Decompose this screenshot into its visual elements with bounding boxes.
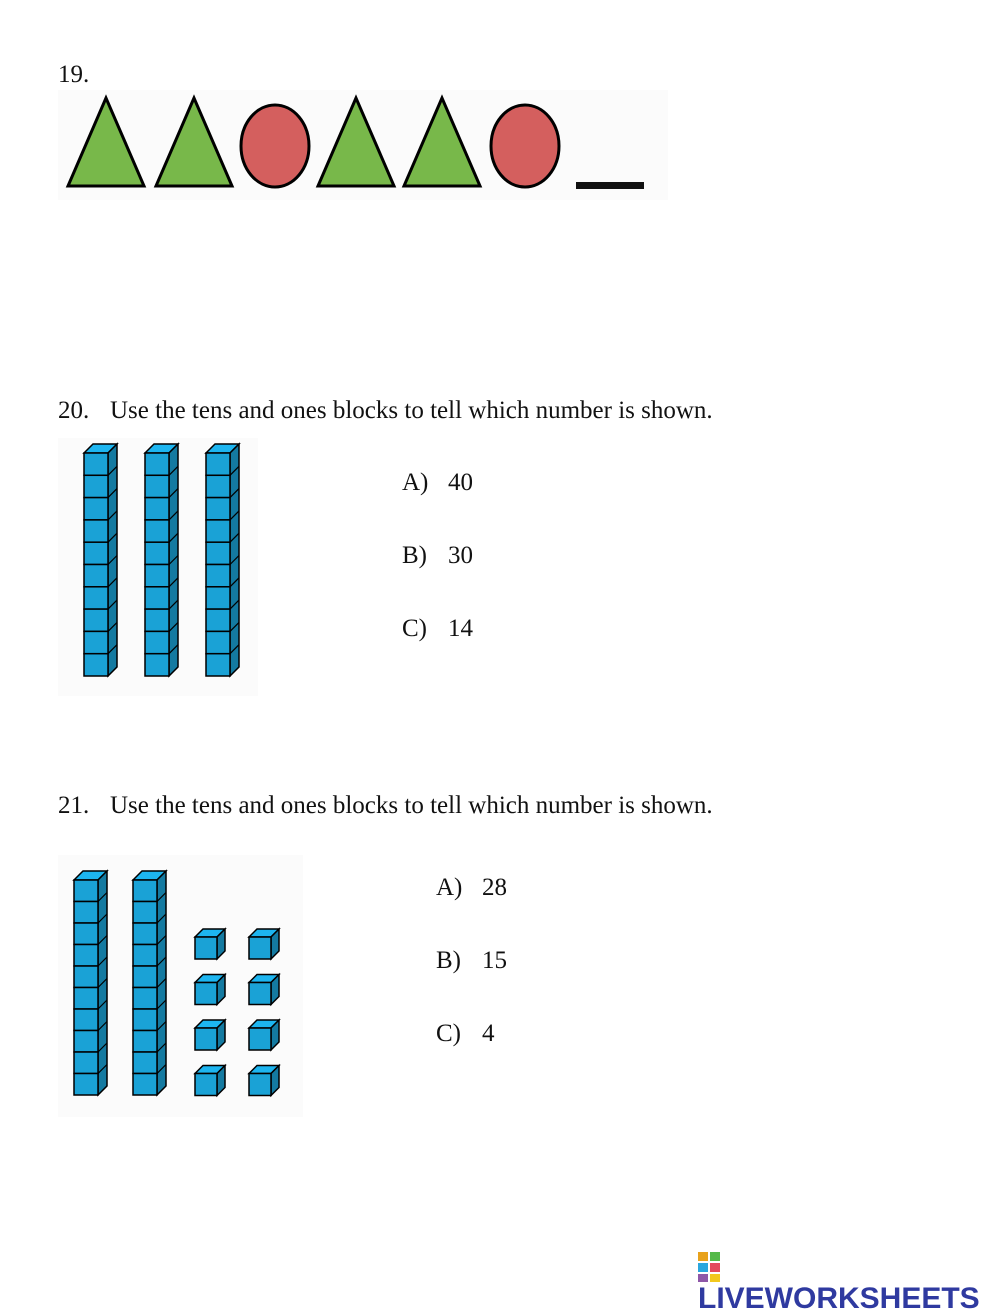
- ones-cube: [195, 1066, 225, 1096]
- option-c[interactable]: C) 4: [436, 1020, 495, 1047]
- option-a[interactable]: A) 40: [402, 469, 473, 496]
- question-20-prompt: [58, 396, 713, 426]
- liveworksheets-logo: [698, 1252, 1000, 1316]
- option-c[interactable]: C) 14: [402, 615, 473, 642]
- tens-blocks-image-q20: [58, 438, 258, 696]
- ones-cube: [249, 929, 279, 959]
- question-21-text: Use the tens and ones blocks to tell which number is shown.: [110, 792, 713, 819]
- ones-cube: [195, 975, 225, 1005]
- answer-blank-line: [576, 182, 644, 189]
- ones-cube: [195, 1020, 225, 1050]
- tens-rod: [133, 871, 166, 1095]
- ones-cube: [249, 975, 279, 1005]
- ones-cube: [249, 1020, 279, 1050]
- question-21-prompt: [58, 791, 713, 821]
- brand-wordmark: LIVEWORKSHEETS: [698, 1282, 980, 1315]
- circle-shape: [241, 105, 309, 187]
- tens-rod: [74, 871, 107, 1095]
- pattern-image: [58, 90, 668, 200]
- option-b[interactable]: B) 30: [402, 542, 473, 569]
- brand-blocks-icon: [698, 1252, 720, 1282]
- option-a[interactable]: A) 28: [436, 874, 507, 901]
- question-19-number: 19.: [58, 61, 90, 88]
- ones-cube: [195, 929, 225, 959]
- option-b[interactable]: B) 15: [436, 947, 507, 974]
- question-21-number: 21.: [58, 792, 90, 819]
- question-20-text: Use the tens and ones blocks to tell which number is shown.: [110, 397, 713, 424]
- tens-rod: [145, 444, 178, 676]
- question-20-number: 20.: [58, 397, 90, 424]
- tens-ones-blocks-image-q21: [58, 855, 303, 1117]
- circle-shape: [491, 105, 559, 187]
- tens-rod: [84, 444, 117, 676]
- tens-rod: [206, 444, 239, 676]
- ones-cube: [249, 1066, 279, 1096]
